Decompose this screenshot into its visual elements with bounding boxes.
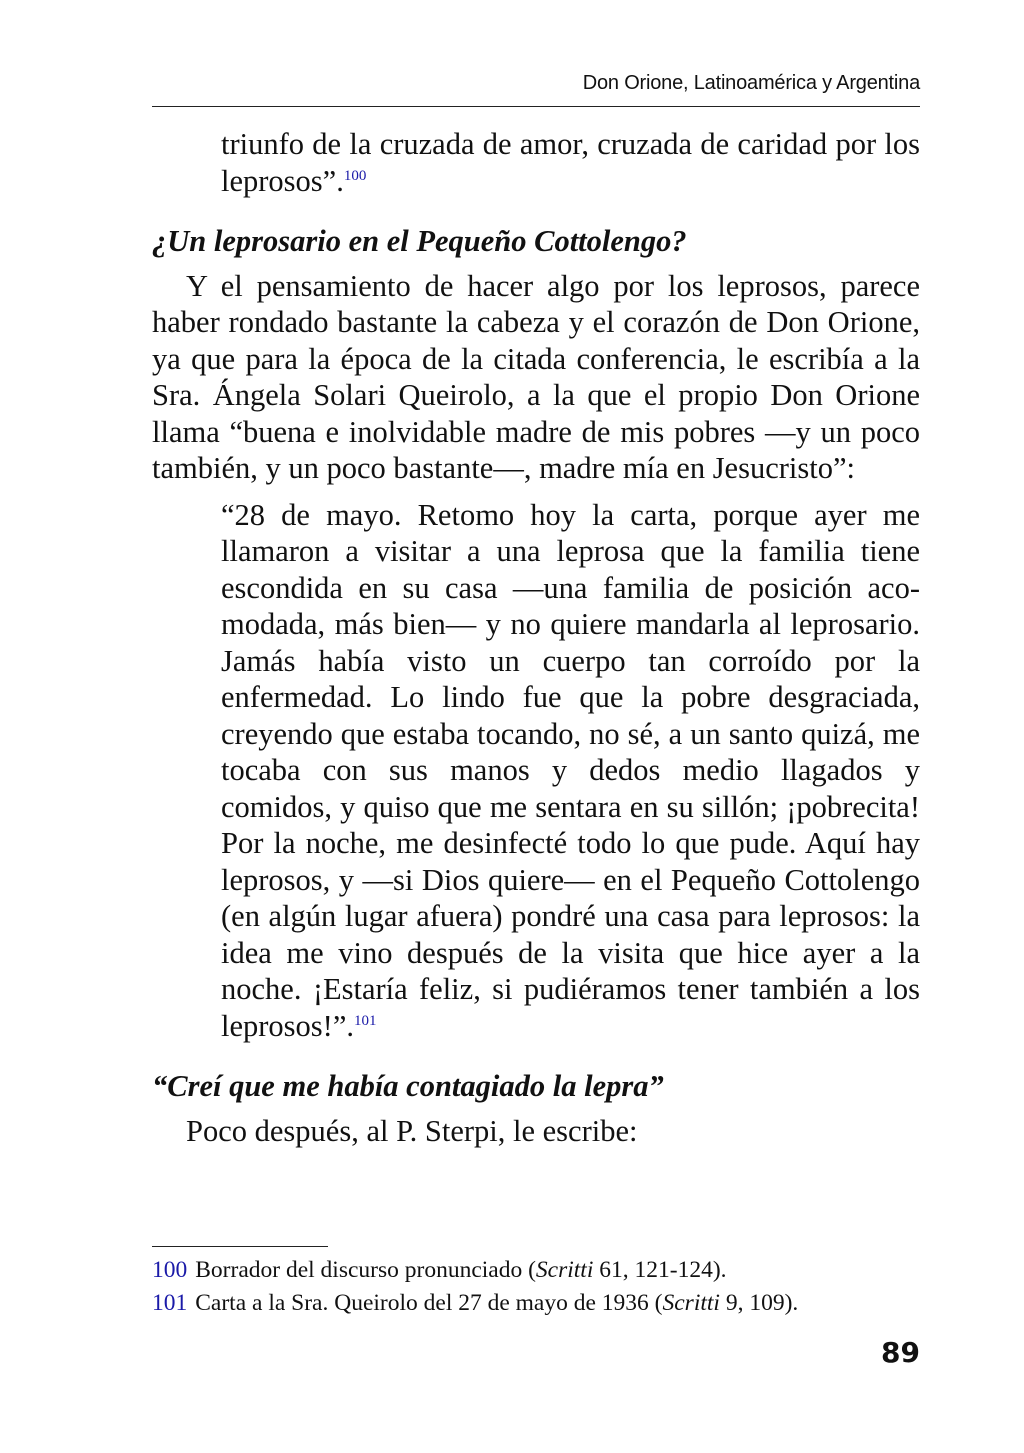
footnote-number[interactable]: 101 bbox=[152, 1290, 188, 1316]
footnote-rule bbox=[152, 1246, 328, 1247]
block-quote-text: “28 de mayo. Retomo hoy la carta, porque ayer me llamaron a visitar a una leprosa que la familia tiene escondida en su casa —una familia de posición acomodada, más bien— y no quiere mandarla al leprosario. Jamás había visto un cuerpo tan corroído por la enfermedad. Lo lindo fue que la pobre desgraciada, creyendo que estaba tocando, no sé, a un santo quizá, me tocaba con sus manos y dedos medio llagados y comidos, y quiso que me sentara en su sillón; ¡pobrecita! Por la noche, me desinfecté todo lo que pude. Aquí hay leprosos, y —si Dios quiere— en el Pequeño Cottolengo (en algún lugar afuera) pondré una casa para leprosos: la idea me vino después de la visita que hice ayer a la noche. ¡Estaría feliz, si pudiéramos tener también a los leprosos!”. bbox=[221, 497, 920, 1043]
paragraph-sterpi: Poco después, al P. Sterpi, le escribe: bbox=[186, 1113, 638, 1148]
footnote-text-end: 61, 121-124). bbox=[593, 1257, 727, 1283]
section-heading-leprosario: ¿Un leprosario en el Pequeño Cottolengo? bbox=[152, 224, 687, 258]
footnote-source-title: Scritti bbox=[535, 1257, 594, 1283]
footnote-text: Borrador del discurso pronunciado ( bbox=[195, 1257, 536, 1283]
footnote-101 bbox=[152, 1287, 920, 1320]
quote-continuation-text: triunfo de la cruzada de amor, cruzada de caridad por los leprosos”. bbox=[221, 127, 920, 198]
footnote-text: Carta a la Sra. Queirolo del 27 de mayo de 1936 ( bbox=[195, 1290, 663, 1316]
header-rule bbox=[152, 106, 920, 107]
paragraph-leprosos: Y el pensamiento de hacer algo por los leprosos, parece haber rondado bastante la cabeza y el corazón de Don Orione, ya que para la época de la citada conferencia, le escribía a la Sra. Ángela Solari Queirolo, a la que el propio Don Orione llama “buena e inolvidable madre de mis pobres —y un poco también, y un poco bastante—, madre mía en Jesucristo”: bbox=[152, 268, 920, 485]
footnote-source-title: Scritti bbox=[662, 1290, 720, 1316]
footnote-ref-100[interactable]: 100 bbox=[343, 167, 367, 184]
quote-continuation bbox=[221, 126, 920, 199]
footnote-ref-101[interactable]: 101 bbox=[353, 1012, 377, 1029]
footnote-text-end: 9, 109). bbox=[719, 1290, 799, 1316]
section-heading-contagio: “Creí que me había contagiado la lepra” bbox=[152, 1069, 664, 1103]
page-body bbox=[152, 126, 920, 1149]
footnote-100 bbox=[152, 1254, 920, 1287]
page-number: 89 bbox=[881, 1336, 920, 1369]
running-header-title: Don Orione, Latinoamérica y Argentina bbox=[582, 72, 920, 94]
footnotes bbox=[152, 1254, 920, 1320]
block-quote-letter bbox=[221, 497, 920, 1045]
footnote-number[interactable]: 100 bbox=[152, 1257, 188, 1283]
